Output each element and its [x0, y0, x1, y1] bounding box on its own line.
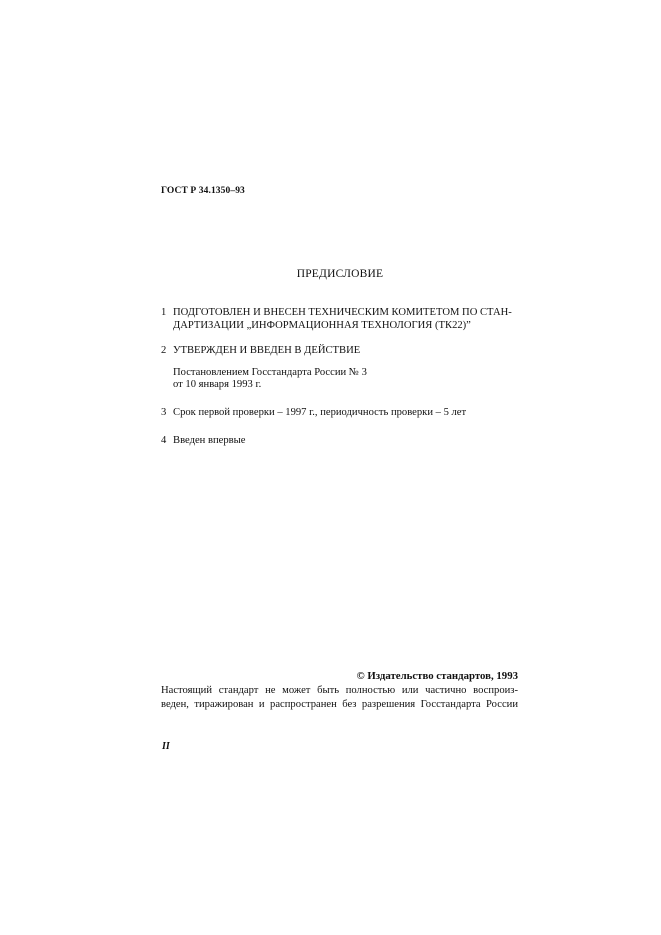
item-text-line: ПОДГОТОВЛЕН И ВНЕСЕН ТЕХНИЧЕСКИМ КОМИТЕТОМ ПО СТАН-	[173, 307, 512, 318]
copyright-notice: © Издательство стандартов, 1993	[356, 670, 518, 682]
item-text-line: ДАРТИЗАЦИИ „ИНФОРМАЦИОННАЯ ТЕХНОЛОГИЯ (ТК22)”	[173, 320, 471, 331]
item-number: 4	[161, 435, 167, 446]
preface-title: ПРЕДИСЛОВИЕ	[296, 268, 384, 280]
reproduction-notice	[161, 684, 518, 712]
preface-item-2	[161, 344, 521, 357]
preface-item-2-decree	[173, 367, 367, 391]
preface-item-4	[161, 434, 521, 447]
item-number: 1	[161, 307, 167, 318]
notice-line: веден, тиражирован и распространен без разрешения Госстандарта России	[161, 699, 518, 710]
preface-item-1	[161, 306, 521, 332]
preface-item-3	[161, 406, 521, 419]
page-number: II	[162, 741, 170, 752]
item-text-line: Срок первой проверки – 1997 г., периодичность проверки – 5 лет	[173, 407, 467, 418]
item-text-line: Введен впервые	[173, 435, 246, 446]
item-number: 2	[161, 345, 167, 356]
decree-date-line: от 10 января 1993 г.	[173, 379, 262, 390]
decree-line: Постановлением Госстандарта России № 3	[173, 367, 367, 378]
item-text-line: УТВЕРЖДЕН И ВВЕДЕН В ДЕЙСТВИЕ	[173, 345, 361, 356]
document-code: ГОСТ Р 34.1350–93	[161, 186, 245, 196]
item-number: 3	[161, 407, 167, 418]
notice-line: Настоящий стандарт не может быть полностью или частично воспроиз-	[161, 685, 518, 696]
